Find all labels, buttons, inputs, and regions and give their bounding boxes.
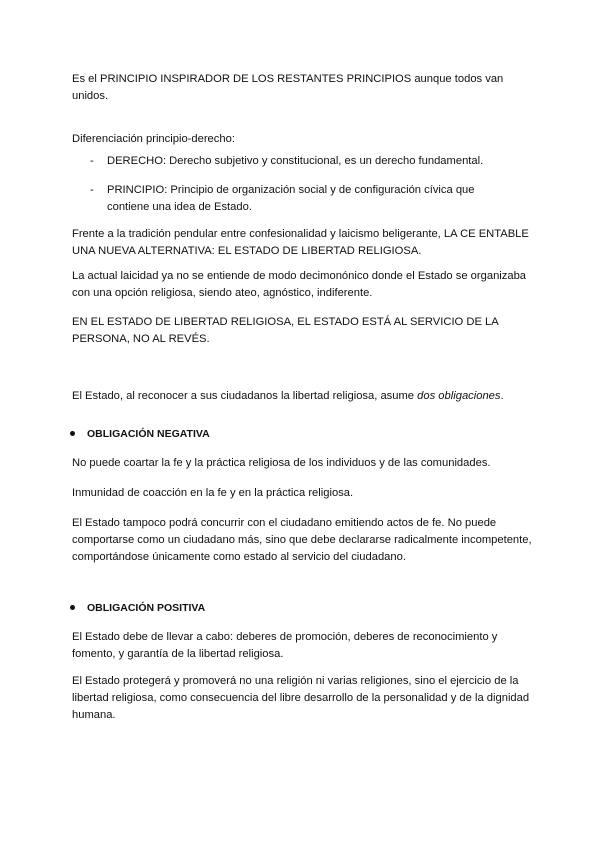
heading-obligacion-positiva [70, 600, 510, 617]
heading-obligacion-negativa [70, 426, 510, 443]
intro-suffix: aunque todos van unidos. [72, 73, 504, 102]
paragraph-tradition: Frente a la tradición pendular entre confesionalidad y laicismo beligerante, LA CE ENTABLE UNA NUEVA ALTERNATIVA: EL ESTADO DE LIBERTAD RELIGIOSA. [72, 228, 529, 257]
difference-title: Diferenciación principio-derecho: [72, 133, 235, 145]
bullet-icon [70, 431, 75, 436]
negative-paragraph-3: El Estado tampoco podrá concurrir con el ciudadano emitiendo actos de fe. No puede comportarse como un ciudadano más, sino que debe declararse radicalmente incompetente, comportándose únicamente como estado al servicio del ciudadano. [72, 517, 532, 563]
difference-item-principio [90, 182, 510, 216]
heading-text: OBLIGACIÓN NEGATIVA [87, 428, 210, 440]
intro-emphasis: PRINCIPIO INSPIRADOR DE LOS RESTANTES PRINCIPIOS [99, 73, 412, 85]
paragraph-obligaciones [72, 388, 532, 405]
heading-text: OBLIGACIÓN POSITIVA [87, 602, 206, 614]
difference-item-text: PRINCIPIO: Principio de organización social y de configuración cívica que contiene una idea de Estado. [107, 184, 475, 213]
negative-paragraph-1: No puede coartar la fe y la práctica religiosa de los individuos y de las comunidades. [72, 457, 491, 469]
difference-item-text: DERECHO: Derecho subjetivo y constitucional, es un derecho fundamental. [107, 155, 484, 167]
dash-marker: - [90, 184, 94, 196]
dash-marker: - [90, 155, 94, 167]
intro-prefix: Es el [72, 73, 100, 85]
positive-paragraph-1: El Estado debe de llevar a cabo: deberes de promoción, deberes de reconocimiento y fomento, y garantía de la libertad religiosa. [72, 631, 498, 660]
obligaciones-suffix: . [500, 390, 504, 402]
obligaciones-emphasis: dos obligaciones [417, 390, 501, 402]
positive-paragraph-2: El Estado protegerá y promoverá no una religión ni varias religiones, sino el ejercicio de la libertad religiosa, como consecuencia del libre desarrollo de la personalidad y de la dignidad humana. [72, 675, 530, 721]
negative-paragraph-2: Inmunidad de coacción en la fe y en la práctica religiosa. [72, 487, 354, 499]
obligaciones-prefix: El Estado, al reconocer a sus ciudadanos la libertad religiosa, asume [72, 390, 418, 402]
bullet-icon [70, 605, 75, 610]
intro-paragraph [72, 71, 532, 105]
paragraph-laicidad: La actual laicidad ya no se entiende de modo decimonónico donde el Estado se organizaba con una opción religiosa, siendo ateo, agnóstico, indiferente. [72, 270, 527, 299]
paragraph-libertad-religiosa: EN EL ESTADO DE LIBERTAD RELIGIOSA, EL ESTADO ESTÁ AL SERVICIO DE LA PERSONA, NO AL REVÉS. [72, 316, 499, 345]
difference-item-derecho [90, 153, 510, 170]
